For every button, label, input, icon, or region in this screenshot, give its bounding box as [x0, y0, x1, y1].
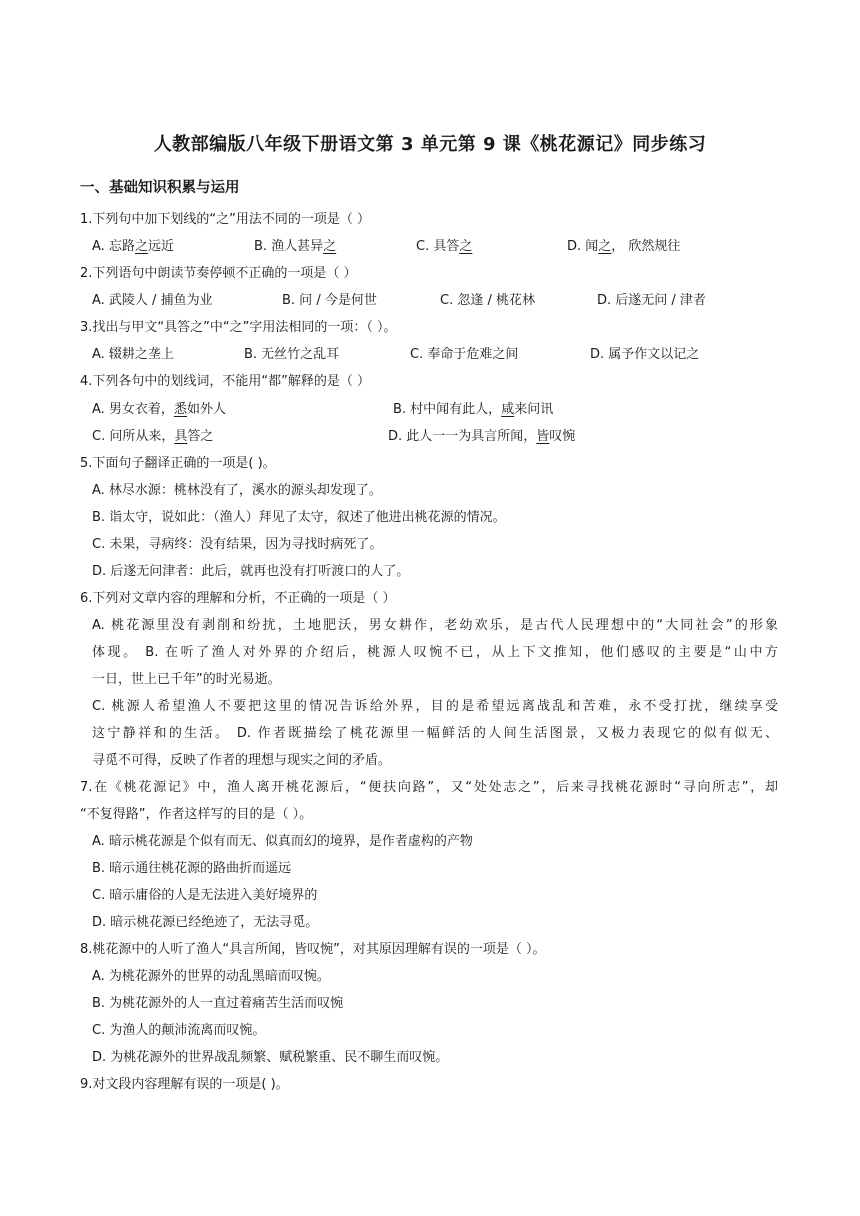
question-2-option-c: C. 忽逢 / 桃花林: [440, 293, 535, 308]
question-6-line-3: 一日，世上已千年”的时光易逝。: [92, 672, 281, 687]
question-5-option-c: C. 未果，寻病终：没有结果，因为寻找时病死了。: [92, 537, 383, 552]
question-6-line-1: A. 桃花源里没有剥削和纷扰，土地肥沃，男女耕作，老幼欢乐，是古代人民理想中的“大同社会”的形象: [92, 618, 778, 633]
page-title: 人教部编版八年级下册语文第 3 单元第 9 课《桃花源记》同步练习: [153, 134, 707, 155]
question-7-option-c: C. 暗示庸俗的人是无法进入美好境界的: [92, 888, 318, 903]
question-1-option-c: C. 具答之: [416, 239, 473, 254]
question-6-stem: 6.下列对文章内容的理解和分析，不正确的一项是（ ）: [80, 591, 396, 606]
question-9-stem: 9.对文段内容理解有误的一项是( )。: [80, 1077, 289, 1092]
question-1-option-b: B. 渔人甚异之: [254, 239, 337, 254]
question-6-line-4: C. 桃源人希望渔人不要把这里的情况告诉给外界，目的是希望远离战乱和苦难，永不受打扰，继续享受: [92, 699, 778, 714]
question-4-option-a: A. 男女衣着，悉如外人: [92, 402, 226, 417]
question-3-option-c: C. 奉命于危难之间: [410, 347, 519, 362]
question-3-option-b: B. 无丝竹之乱耳: [244, 347, 340, 362]
question-4-option-b: B. 村中闻有此人，咸来问讯: [393, 402, 554, 417]
question-7-stem-line-2: “不复得路”，作者这样写的目的是（ ）。: [80, 807, 313, 822]
section-heading: 一、基础知识积累与运用: [80, 180, 240, 196]
question-5-option-a: A. 林尽水源：桃林没有了，溪水的源头却发现了。: [92, 483, 382, 498]
question-8-option-d: D. 为桃花源外的世界战乱频繁、赋税繁重、民不聊生而叹惋。: [92, 1050, 449, 1065]
question-8-option-b: B. 为桃花源外的人一直过着痛苦生活而叹惋: [92, 996, 344, 1011]
question-7-option-d: D. 暗示桃花源已经绝迹了，无法寻觅。: [92, 915, 319, 930]
question-2-stem: 2.下列语句中朗读节奏停顿不正确的一项是（ ）: [80, 266, 357, 281]
question-2-option-d: D. 后遂无问 / 津者: [597, 293, 706, 308]
question-1-stem: 1.下列句中加下划线的“之”用法不同的一项是（ ）: [80, 212, 371, 227]
question-8-option-c: C. 为渔人的颠沛流离而叹惋。: [92, 1023, 266, 1038]
question-6-line-5: 这宁静祥和的生活。 D. 作者既描绘了桃花源里一幅鲜活的人间生活图景，又极力表现它的似有似无、: [92, 726, 778, 741]
question-8-stem: 8.桃花源中的人听了渔人“具言所闻，皆叹惋”，对其原因理解有误的一项是（ ）。: [80, 942, 546, 957]
question-8-option-a: A. 为桃花源外的世界的动乱黑暗而叹惋。: [92, 969, 330, 984]
question-3-option-d: D. 属予作文以记之: [590, 347, 700, 362]
question-6-line-6: 寻觅不可得，反映了作者的理想与现实之间的矛盾。: [92, 753, 392, 768]
question-7-stem-line-1: 7.在《桃花源记》中，渔人离开桃花源后，“便扶向路”，又“处处志之”，后来寻找桃花源时“寻向所志”，却: [80, 780, 778, 795]
question-2-option-a: A. 武陵人 / 捕鱼为业: [92, 293, 213, 308]
question-7-option-b: B. 暗示通往桃花源的路曲折而遥远: [92, 861, 292, 876]
question-4-stem: 4.下列各句中的划线词，不能用“都”解释的是（ ）: [80, 374, 371, 389]
question-3-option-a: A. 辍耕之垄上: [92, 347, 174, 362]
question-5-option-d: D. 后遂无问津者：此后，就再也没有打听渡口的人了。: [92, 564, 410, 579]
question-4-option-d: D. 此人一一为具言所闻，皆叹惋: [388, 429, 576, 444]
question-4-option-c: C. 问所从来，具答之: [92, 429, 214, 444]
question-5-stem: 5.下面句子翻译正确的一项是( )。: [80, 456, 276, 471]
question-3-stem: 3.找出与甲文“具答之”中“之”字用法相同的一项：（ ）。: [80, 320, 397, 335]
question-1-option-a: A. 忘路之远近: [92, 239, 174, 254]
question-6-line-2: 体现。 B. 在听了渔人对外界的介绍后，桃源人叹惋不已，从上下文推知，他们感叹的主要是“山中方: [92, 645, 778, 660]
question-7-option-a: A. 暗示桃花源是个似有而无、似真而幻的境界，是作者虚构的产物: [92, 834, 473, 849]
question-5-option-b: B. 诣太守，说如此：（渔人）拜见了太守，叙述了他进出桃花源的情况。: [92, 510, 506, 525]
question-1-option-d: D. 闻之， 欣然规往: [567, 239, 681, 254]
question-2-option-b: B. 问 / 今是何世: [282, 293, 377, 308]
